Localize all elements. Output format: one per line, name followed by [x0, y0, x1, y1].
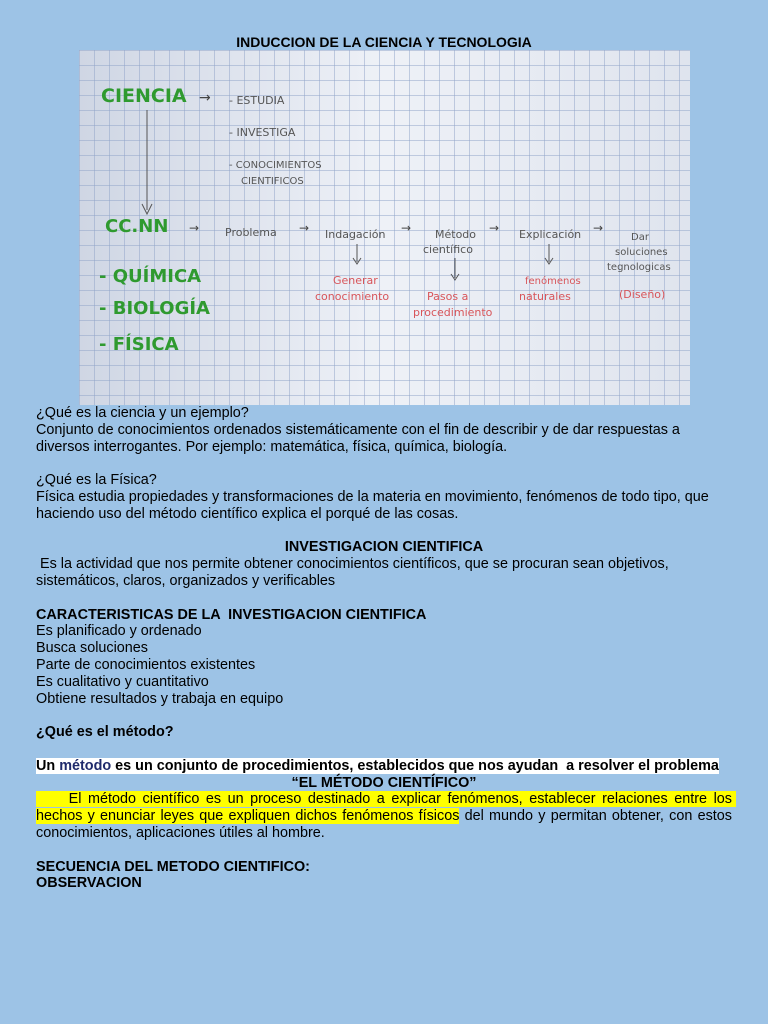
- notebook-arrow-6: →: [593, 221, 604, 235]
- notebook-dar-2: soluciones: [615, 247, 668, 258]
- metodo-word: método: [59, 757, 112, 774]
- notebook-arrow-3: →: [299, 221, 310, 235]
- notebook-metodo-2: científico: [423, 243, 473, 256]
- notebook-arrow-2: →: [189, 221, 200, 235]
- caracteristica-item: Parte de conocimientos existentes: [36, 656, 256, 673]
- metodo-definition: [36, 758, 732, 775]
- metodo-un: Un: [36, 757, 60, 774]
- notebook-arrow-5: →: [489, 221, 500, 235]
- heading-secuencia: SECUENCIA DEL METODO CIENTIFICO:: [36, 858, 310, 875]
- notebook-ciencia: CIENCIA: [101, 85, 187, 107]
- notebook-investiga: - INVESTIGA: [229, 126, 296, 139]
- metodo-cientifico-highlight: El método científico es un proceso destinado a explicar fenómenos, establecer relaciones entre los hechos y enunciar leyes que expliquen dichos fenómenos físicos: [36, 791, 736, 825]
- caracteristica-item: Es planificado y ordenado: [36, 623, 202, 640]
- answer-ciencia: Conjunto de conocimientos ordenados sistemáticamente con el fin de describir y de dar respuestas a diversos interrogantes. Por ejemplo: matemática, física, química, biología.: [36, 421, 680, 455]
- notebook-estudia: - ESTUDIA: [229, 94, 285, 107]
- notebook-metodo-1: Método: [435, 228, 477, 241]
- notebook-fisica: - FÍSICA: [99, 334, 179, 355]
- heading-investigacion: INVESTIGACION CIENTIFICA: [284, 539, 484, 556]
- question-fisica: ¿Qué es la Física?: [36, 472, 157, 489]
- answer-fisica: Física estudia propiedades y transformaciones de la materia en movimiento, fenómenos de todo tipo, que haciendo uso del método científico explica el porqué de las cosas.: [36, 488, 709, 522]
- notebook-arrow-4: →: [401, 221, 412, 235]
- document-body: [36, 405, 736, 892]
- notebook-problema: Problema: [225, 226, 277, 239]
- notebook-biologia: - BIOLOGÍA: [99, 298, 210, 319]
- heading-caracteristicas: CARACTERISTICAS DE LA INVESTIGACION CIENTIFICA: [36, 606, 427, 623]
- heading-metodo-cientifico: “EL MÉTODO CIENTÍFICO”: [291, 774, 477, 791]
- notebook-fenomenos-2: naturales: [519, 290, 571, 303]
- notebook-diseno: (Diseño): [619, 288, 666, 301]
- notebook-dar-1: Dar: [631, 232, 649, 243]
- investigacion-text: Es la actividad que nos permite obtener conocimientos científicos, que se procuran sean objetivos, sistemáticos, claros, organizados y verificables: [36, 556, 673, 589]
- notebook-photo: [79, 50, 690, 405]
- notebook-arrow-1: →: [199, 90, 211, 106]
- metodo-cientifico-rest: del mundo y permitan obtener, con estos conocimientos, aplicaciones útiles al hombre.: [36, 808, 736, 841]
- question-ciencia: ¿Qué es la ciencia y un ejemplo?: [36, 405, 249, 421]
- notebook-pasos-1: Pasos a: [427, 290, 469, 303]
- notebook-dar-3: tegnologicas: [607, 262, 671, 273]
- notebook-conocimientos-2: CIENTIFICOS: [241, 176, 304, 187]
- metodo-rest: es un conjunto de procedimientos, establecidos que nos ayudan a resolver el problema: [111, 757, 719, 774]
- notebook-conocimientos-1: - CONOCIMIENTOS: [229, 160, 322, 171]
- notebook-generar-1: Generar: [333, 274, 378, 287]
- heading-observacion: OBSERVACION: [36, 875, 142, 892]
- caracteristica-item: Obtiene resultados y trabaja en equipo: [36, 690, 284, 707]
- notebook-ccnn: CC.NN: [105, 216, 169, 237]
- question-metodo: ¿Qué es el método?: [36, 724, 174, 741]
- caracteristica-item: Busca soluciones: [36, 640, 148, 657]
- notebook-generar-2: conocimiento: [315, 290, 390, 303]
- notebook-quimica: - QUÍMICA: [99, 266, 202, 287]
- notebook-fenomenos-1: fenómenos: [525, 276, 581, 287]
- notebook-indagacion: Indagación: [325, 228, 386, 241]
- caracteristica-item: Es cualitativo y cuantitativo: [36, 673, 209, 690]
- notebook-explicacion: Explicación: [519, 228, 582, 241]
- notebook-pasos-2: procedimiento: [413, 306, 493, 319]
- metodo-cientifico-text: [36, 791, 736, 841]
- document-title: INDUCCION DE LA CIENCIA Y TECNOLOGIA: [236, 34, 532, 50]
